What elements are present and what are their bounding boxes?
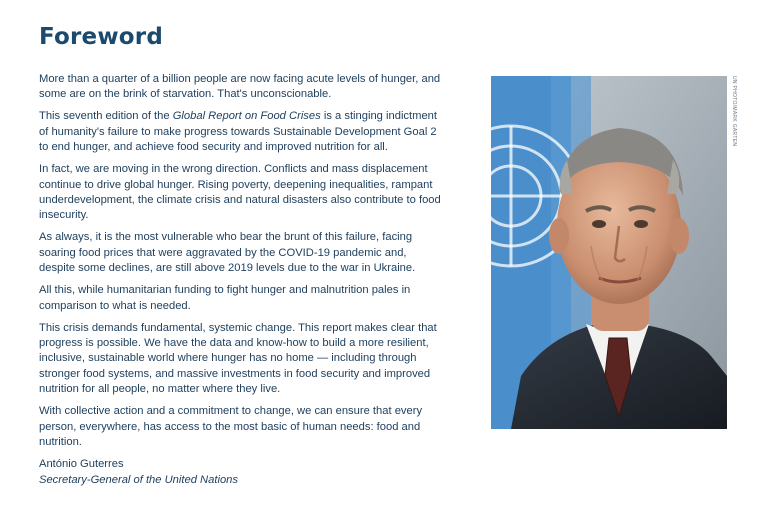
paragraph-2 bbox=[39, 109, 441, 155]
paragraph-7: With collective action and a commitment to change, we can ensure that every person, everywhere, has access to the most basic of human needs: food and nutrition. bbox=[39, 405, 423, 449]
paragraph-2-rest: is a stinging indictment of humanity's failure to make progress towards Sustainable Development Goal 2 to end hunger, and achieve food security and improved nutrition for all. bbox=[39, 110, 438, 154]
portrait-photo bbox=[491, 76, 727, 429]
paragraph-1: More than a quarter of a billion people are now facing acute levels of hunger, and some are on the brink of starvation. That's unconscionable. bbox=[39, 73, 441, 101]
paragraph-5: All this, while humanitarian funding to fight hunger and malnutrition pales in comparison to what is needed. bbox=[39, 284, 411, 312]
photo-credit: UN PHOTO/MARK GARTEN bbox=[731, 76, 737, 147]
paragraph-6: This crisis demands fundamental, systemic change. This report makes clear that progress is possible. We have the data and know-how to build a more resilient, inclusive, sustainable world where hunger has no home — including through stronger food systems, and massive investments in food security and improved nutrition for all people, no matter where they live. bbox=[39, 321, 437, 396]
paragraph-3: In fact, we are moving in the wrong direction. Conflicts and mass displacement continue to drive global hunger. Rising poverty, deepening inequalities, rampant underdevelopment, the climate crisis and natural disasters also contribute to food insecurity. bbox=[39, 163, 441, 222]
paragraph-2-lead: This seventh edition of the bbox=[39, 110, 173, 123]
page-title: Foreword bbox=[39, 24, 163, 50]
signature-name: António Guterres bbox=[39, 458, 124, 471]
report-title: Global Report on Food Crises bbox=[172, 110, 321, 123]
paragraph-4: As always, it is the most vulnerable who bear the brunt of this failure, facing soaring food prices that were aggravated by the COVID-19 pandemic and, despite some declines, are still above 2019 levels due to the war in Ukraine. bbox=[39, 231, 416, 275]
signature bbox=[39, 457, 441, 488]
signature-role: Secretary-General of the United Nations bbox=[39, 473, 238, 486]
foreword-body bbox=[39, 72, 441, 488]
portrait-illustration bbox=[491, 76, 727, 429]
